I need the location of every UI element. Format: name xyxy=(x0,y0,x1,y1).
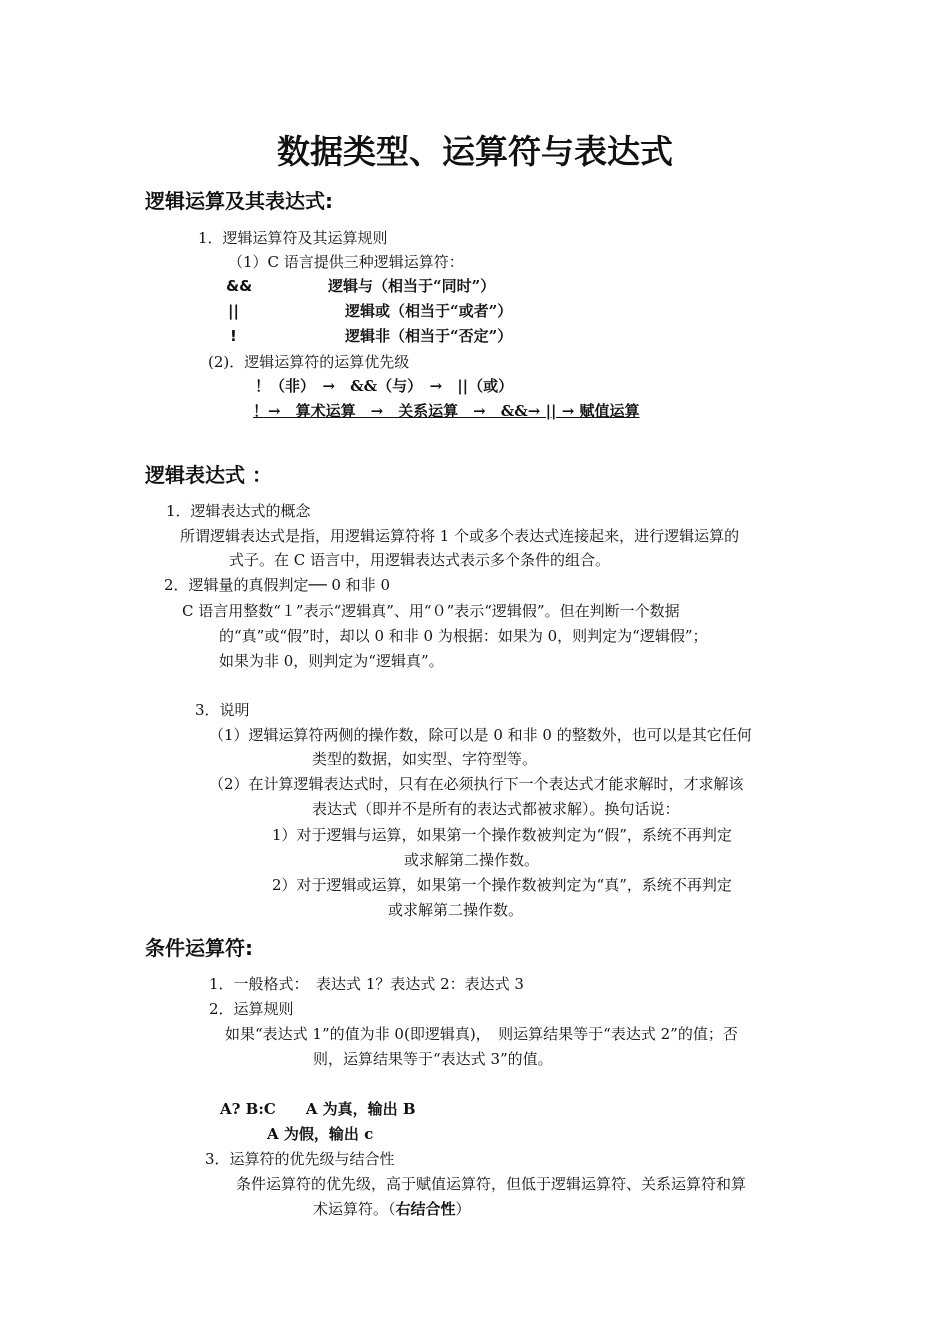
paragraph-line xyxy=(313,1199,471,1219)
list-item: 2．逻辑量的真假判定── 0 和非 0 xyxy=(164,576,390,594)
section-heading-logic-ops: 逻辑运算及其表达式: xyxy=(145,189,333,213)
paragraph-line: 1）对于逻辑与运算，如果第一个操作数被判定为“假”，系统不再判定 xyxy=(272,826,732,844)
operator-symbol: && xyxy=(226,277,253,295)
paragraph-line: 则，运算结果等于“表达式 3”的值。 xyxy=(313,1050,553,1068)
list-item: 3．说明 xyxy=(195,701,250,719)
paragraph-line: 所谓逻辑表达式是指，用逻辑运算符将 1 个或多个表达式连接起来，进行逻辑运算的 xyxy=(180,527,740,545)
operator-description: 逻辑非（相当于“否定”） xyxy=(345,327,513,345)
list-item: 1．一般格式： 表达式 1？表达式 2：表达式 3 xyxy=(209,975,524,993)
text-fragment: ） xyxy=(455,1200,471,1218)
list-item: (2)．逻辑运算符的运算优先级 xyxy=(208,353,410,371)
paragraph-line: 或求解第二操作数。 xyxy=(404,851,540,869)
operator-symbol: ! xyxy=(230,327,237,345)
paragraph-line: 的“真”或“假”时，却以 0 和非 0 为根据：如果为 0，则判定为“逻辑假”； xyxy=(219,627,708,645)
section-heading-logic-expr: 逻辑表达式 ： xyxy=(145,463,272,487)
paragraph-line: 2）对于逻辑或运算，如果第一个操作数被判定为“真”，系统不再判定 xyxy=(272,876,732,894)
paragraph-line: 式子。在 C 语言中，用逻辑表达式表示多个条件的组合。 xyxy=(229,551,611,569)
list-item: 3．运算符的优先级与结合性 xyxy=(205,1150,395,1168)
list-item: 1．逻辑表达式的概念 xyxy=(166,502,311,520)
paragraph-line: 类型的数据，如实型、字符型等。 xyxy=(312,750,538,768)
paragraph-line: （1）逻辑运算符两侧的操作数，除可以是 0 和非 0 的整数外，也可以是其它任何 xyxy=(209,726,752,744)
example-line: A? B:C A 为真，输出 B xyxy=(220,1100,416,1118)
paragraph-line: 如果为非 0，则判定为“逻辑真”。 xyxy=(219,652,444,670)
list-item: 2．运算规则 xyxy=(209,1000,294,1018)
example-line: A 为假，输出 c xyxy=(267,1125,374,1143)
operator-symbol: || xyxy=(228,302,239,320)
section-heading-conditional: 条件运算符: xyxy=(145,936,253,960)
priority-line-full: ！→ 算术运算 → 关系运算 → &&→ || → 赋值运算 xyxy=(253,402,640,420)
list-item: 1．逻辑运算符及其运算规则 xyxy=(198,229,388,247)
paragraph-line: 或求解第二操作数。 xyxy=(388,901,524,919)
paragraph-line: 表达式（即并不是所有的表达式都被求解）。换句话说： xyxy=(312,800,680,818)
paragraph-line: （2）在计算逻辑表达式时，只有在必须执行下一个表达式才能求解时，才求解该 xyxy=(209,775,744,793)
paragraph-line: 如果“表达式 1”的值为非 0(即逻辑真)， 则运算结果等于“表达式 2”的值；否 xyxy=(225,1025,738,1043)
paragraph-line: C 语言用整数“１”表示“逻辑真”、用“０”表示“逻辑假”。但在判断一个数据 xyxy=(182,602,680,620)
operator-description: 逻辑与（相当于“同时”） xyxy=(328,277,496,295)
priority-line: ！（非） → &&（与） → ||（或） xyxy=(255,377,514,395)
list-item: （1）C 语言提供三种逻辑运算符： xyxy=(228,253,464,271)
paragraph-line: 条件运算符的优先级，高于赋值运算符，但低于逻辑运算符、关系运算符和算 xyxy=(236,1175,747,1193)
text-fragment: 术运算符。（ xyxy=(313,1200,396,1218)
operator-description: 逻辑或（相当于“或者”） xyxy=(345,302,513,320)
right-associativity-label: 右结合性 xyxy=(395,1200,456,1218)
page-title: 数据类型、运算符与表达式 xyxy=(277,132,673,171)
